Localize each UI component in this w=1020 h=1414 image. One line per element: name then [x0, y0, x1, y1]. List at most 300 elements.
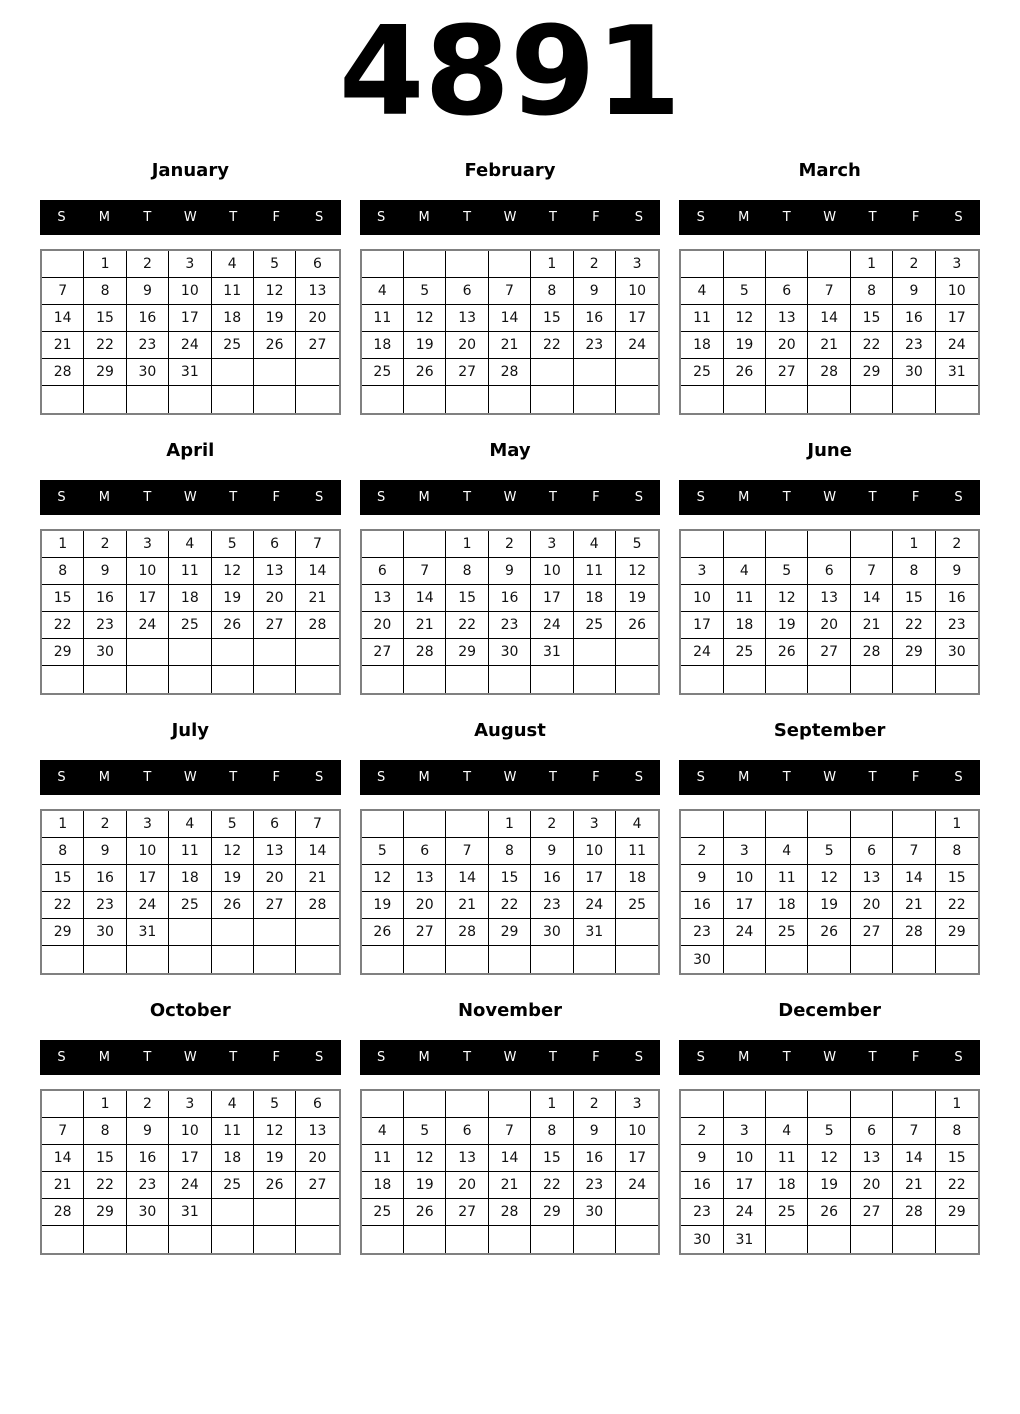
date-cell: 10 [724, 865, 766, 892]
date-cell: 30 [127, 359, 169, 386]
month-name: June [807, 440, 852, 462]
date-cell: 10 [169, 278, 211, 305]
date-cell: 14 [296, 838, 338, 865]
month-name: January [151, 160, 229, 182]
date-cell: 3 [169, 1091, 211, 1118]
date-cell: 12 [404, 305, 446, 332]
date-cell: 28 [296, 892, 338, 919]
date-cell [84, 386, 126, 413]
date-cell [616, 639, 658, 666]
weekday-label: T [143, 1050, 152, 1066]
date-cell: 19 [254, 305, 296, 332]
date-cell: 11 [362, 305, 404, 332]
date-cell: 15 [531, 1145, 573, 1172]
month-name: July [171, 720, 210, 742]
date-cell [212, 639, 254, 666]
date-cell: 19 [212, 865, 254, 892]
weekday-label: W [503, 770, 517, 786]
date-cell: 30 [84, 919, 126, 946]
weekday-label: S [57, 490, 66, 506]
date-cell: 20 [446, 1172, 488, 1199]
date-cell: 19 [808, 1172, 850, 1199]
date-cell: 20 [362, 612, 404, 639]
weekday-label: S [634, 1050, 643, 1066]
date-cell: 13 [296, 278, 338, 305]
date-cell [574, 386, 616, 413]
date-cell: 7 [489, 278, 531, 305]
date-cell: 28 [42, 359, 84, 386]
date-cell: 27 [851, 919, 893, 946]
weekday-label: F [911, 210, 920, 226]
date-cell: 16 [574, 305, 616, 332]
date-cell: 13 [446, 1145, 488, 1172]
weekday-label: S [954, 210, 963, 226]
date-cell: 19 [616, 585, 658, 612]
calendar-page [0, 2, 1020, 1255]
date-cell [169, 666, 211, 693]
weekday-label: T [548, 210, 557, 226]
weekday-label: T [548, 770, 557, 786]
date-cell: 28 [42, 1199, 84, 1226]
date-cell [724, 531, 766, 558]
date-cell: 24 [616, 1172, 658, 1199]
date-cell [808, 531, 850, 558]
date-cell: 23 [936, 612, 978, 639]
weekday-label: M [98, 770, 111, 786]
date-cell: 15 [936, 1145, 978, 1172]
date-cell: 27 [851, 1199, 893, 1226]
weekday-label: T [463, 210, 472, 226]
date-cell: 26 [766, 639, 808, 666]
weekday-label: F [592, 770, 600, 786]
date-cell: 13 [851, 865, 893, 892]
date-cell: 20 [296, 1145, 338, 1172]
date-cell: 9 [574, 278, 616, 305]
date-cell: 15 [851, 305, 893, 332]
date-cell: 26 [212, 892, 254, 919]
month-block [679, 440, 980, 695]
date-cell: 19 [724, 332, 766, 359]
weekday-label: W [183, 490, 197, 506]
date-cell: 6 [851, 1118, 893, 1145]
date-cell: 18 [362, 1172, 404, 1199]
date-cell [766, 1226, 808, 1253]
date-cell: 30 [936, 639, 978, 666]
date-cell [531, 359, 573, 386]
date-cell [574, 359, 616, 386]
date-cell [296, 1199, 338, 1226]
date-cell [851, 1226, 893, 1253]
date-cell: 8 [936, 838, 978, 865]
date-cell: 19 [404, 332, 446, 359]
weekday-label: W [823, 1050, 837, 1066]
date-cell: 25 [724, 639, 766, 666]
date-cell [212, 359, 254, 386]
date-cell [212, 1199, 254, 1226]
date-grid [679, 809, 980, 975]
date-cell: 14 [404, 585, 446, 612]
date-cell: 29 [936, 919, 978, 946]
date-cell: 20 [851, 892, 893, 919]
weekday-label: M [98, 490, 111, 506]
date-cell: 8 [84, 1118, 126, 1145]
date-cell [531, 946, 573, 973]
month-block [40, 720, 341, 975]
date-cell: 3 [616, 251, 658, 278]
date-cell: 11 [212, 1118, 254, 1145]
date-cell [681, 1091, 723, 1118]
date-cell: 14 [489, 305, 531, 332]
weekday-label: M [738, 210, 750, 226]
date-cell: 9 [574, 1118, 616, 1145]
date-cell: 8 [446, 558, 488, 585]
date-cell: 2 [681, 1118, 723, 1145]
date-cell [893, 946, 935, 973]
date-cell: 13 [404, 865, 446, 892]
date-cell: 12 [808, 865, 850, 892]
date-cell: 6 [254, 531, 296, 558]
weekday-label: F [911, 490, 920, 506]
weekday-label: M [418, 1050, 430, 1066]
date-cell: 16 [489, 585, 531, 612]
date-cell: 6 [766, 278, 808, 305]
date-cell: 5 [724, 278, 766, 305]
date-cell [362, 946, 404, 973]
date-cell [766, 811, 808, 838]
date-cell [404, 946, 446, 973]
date-cell: 1 [446, 531, 488, 558]
weekday-label: T [143, 490, 152, 506]
date-cell: 21 [42, 1172, 84, 1199]
date-cell [489, 1091, 531, 1118]
date-cell: 21 [42, 332, 84, 359]
date-cell: 15 [936, 865, 978, 892]
date-cell [851, 531, 893, 558]
weekday-label: M [98, 210, 111, 226]
weekday-label: W [823, 210, 837, 226]
date-cell: 8 [489, 838, 531, 865]
date-cell: 26 [254, 1172, 296, 1199]
weekday-header [360, 1040, 661, 1075]
date-cell: 15 [84, 305, 126, 332]
weekday-label: T [463, 1050, 472, 1066]
date-cell: 13 [766, 305, 808, 332]
weekday-label: S [954, 770, 963, 786]
date-cell: 10 [616, 1118, 658, 1145]
date-cell: 5 [212, 811, 254, 838]
date-cell [724, 666, 766, 693]
weekday-label: T [463, 770, 472, 786]
date-cell [681, 251, 723, 278]
date-cell: 14 [851, 585, 893, 612]
date-cell [616, 919, 658, 946]
date-cell: 31 [724, 1226, 766, 1253]
date-cell: 29 [893, 639, 935, 666]
date-cell: 22 [936, 892, 978, 919]
weekday-label: T [782, 490, 791, 506]
date-cell [851, 1091, 893, 1118]
date-cell: 23 [681, 1199, 723, 1226]
date-cell: 20 [766, 332, 808, 359]
date-cell [254, 386, 296, 413]
month-name: August [474, 720, 546, 742]
date-cell: 3 [169, 251, 211, 278]
date-cell: 10 [724, 1145, 766, 1172]
date-cell: 23 [489, 612, 531, 639]
date-cell: 11 [766, 1145, 808, 1172]
date-cell [362, 1226, 404, 1253]
date-cell: 30 [127, 1199, 169, 1226]
weekday-label: T [229, 770, 238, 786]
date-cell: 14 [893, 865, 935, 892]
date-cell: 13 [254, 838, 296, 865]
weekday-label: M [738, 1050, 750, 1066]
date-cell: 16 [127, 1145, 169, 1172]
date-cell: 9 [531, 838, 573, 865]
date-cell: 27 [404, 919, 446, 946]
date-cell: 23 [893, 332, 935, 359]
date-cell [851, 811, 893, 838]
date-cell [127, 946, 169, 973]
date-cell [808, 251, 850, 278]
date-cell: 27 [446, 1199, 488, 1226]
date-cell [169, 386, 211, 413]
date-cell: 12 [254, 1118, 296, 1145]
date-cell: 8 [84, 278, 126, 305]
date-cell: 29 [531, 1199, 573, 1226]
date-cell: 30 [489, 639, 531, 666]
date-cell: 6 [404, 838, 446, 865]
date-cell [254, 359, 296, 386]
date-cell: 18 [362, 332, 404, 359]
date-cell: 2 [893, 251, 935, 278]
date-cell: 13 [808, 585, 850, 612]
weekday-label: S [315, 1050, 324, 1066]
date-cell: 23 [681, 919, 723, 946]
date-cell [766, 386, 808, 413]
date-cell [724, 946, 766, 973]
month-block [679, 160, 980, 415]
date-cell: 20 [404, 892, 446, 919]
date-cell: 27 [296, 1172, 338, 1199]
date-cell: 2 [127, 1091, 169, 1118]
date-cell [574, 1226, 616, 1253]
date-cell: 15 [42, 585, 84, 612]
date-cell: 14 [446, 865, 488, 892]
date-cell: 4 [212, 1091, 254, 1118]
date-cell: 31 [169, 1199, 211, 1226]
date-cell: 10 [531, 558, 573, 585]
date-cell: 22 [84, 332, 126, 359]
date-cell: 28 [893, 1199, 935, 1226]
date-cell: 19 [362, 892, 404, 919]
date-cell: 4 [766, 1118, 808, 1145]
date-cell [446, 1091, 488, 1118]
weekday-label: W [183, 1050, 197, 1066]
date-cell [296, 639, 338, 666]
date-cell: 5 [808, 838, 850, 865]
date-cell [254, 639, 296, 666]
date-cell: 6 [851, 838, 893, 865]
date-cell [254, 919, 296, 946]
weekday-label: T [782, 210, 791, 226]
date-cell: 2 [681, 838, 723, 865]
date-cell: 22 [42, 892, 84, 919]
weekday-label: M [418, 770, 430, 786]
date-cell: 11 [616, 838, 658, 865]
date-cell: 16 [84, 865, 126, 892]
weekday-label: W [503, 210, 517, 226]
date-cell: 22 [42, 612, 84, 639]
date-cell [362, 531, 404, 558]
date-cell [254, 1199, 296, 1226]
date-cell [42, 666, 84, 693]
weekday-label: T [143, 770, 152, 786]
month-block [40, 1000, 341, 1255]
weekday-label: S [696, 210, 705, 226]
date-cell [531, 386, 573, 413]
date-cell: 12 [404, 1145, 446, 1172]
date-cell: 28 [489, 359, 531, 386]
month-block [360, 1000, 661, 1255]
date-cell: 16 [893, 305, 935, 332]
date-cell: 4 [574, 531, 616, 558]
date-cell: 3 [127, 531, 169, 558]
date-cell: 15 [84, 1145, 126, 1172]
date-grid [360, 249, 661, 415]
weekday-label: S [57, 770, 66, 786]
date-cell: 5 [616, 531, 658, 558]
date-cell: 18 [766, 892, 808, 919]
date-cell [531, 1226, 573, 1253]
date-cell: 17 [936, 305, 978, 332]
date-cell: 5 [404, 1118, 446, 1145]
date-cell: 26 [404, 359, 446, 386]
date-cell: 4 [681, 278, 723, 305]
date-cell: 28 [446, 919, 488, 946]
weekday-label: W [823, 770, 837, 786]
date-cell [169, 919, 211, 946]
weekday-label: F [272, 490, 280, 506]
date-cell: 15 [531, 305, 573, 332]
date-cell [446, 386, 488, 413]
date-cell [489, 251, 531, 278]
date-cell: 12 [212, 838, 254, 865]
date-cell [808, 811, 850, 838]
date-cell: 10 [616, 278, 658, 305]
date-cell: 13 [362, 585, 404, 612]
date-cell: 24 [574, 892, 616, 919]
date-cell [808, 946, 850, 973]
date-grid [360, 809, 661, 975]
date-cell: 17 [169, 1145, 211, 1172]
month-name: March [798, 160, 861, 182]
weekday-header [360, 760, 661, 795]
date-cell: 2 [84, 531, 126, 558]
date-cell: 16 [681, 892, 723, 919]
date-cell: 25 [574, 612, 616, 639]
date-cell: 16 [681, 1172, 723, 1199]
weekday-label: S [954, 490, 963, 506]
date-cell: 5 [404, 278, 446, 305]
date-cell: 23 [127, 332, 169, 359]
date-cell: 28 [404, 639, 446, 666]
date-cell: 17 [724, 892, 766, 919]
weekday-label: F [911, 1050, 920, 1066]
date-cell: 12 [724, 305, 766, 332]
date-cell [127, 666, 169, 693]
date-cell: 17 [616, 305, 658, 332]
date-cell: 13 [446, 305, 488, 332]
date-cell [616, 1226, 658, 1253]
date-cell: 29 [84, 359, 126, 386]
date-cell: 2 [127, 251, 169, 278]
date-cell [531, 666, 573, 693]
date-grid [40, 1089, 341, 1255]
date-cell: 26 [212, 612, 254, 639]
date-cell [893, 811, 935, 838]
date-cell [616, 1199, 658, 1226]
date-cell [489, 386, 531, 413]
weekday-label: S [634, 210, 643, 226]
date-cell [362, 1091, 404, 1118]
date-cell: 22 [531, 332, 573, 359]
date-cell: 9 [84, 838, 126, 865]
date-cell [296, 666, 338, 693]
date-cell: 23 [574, 1172, 616, 1199]
date-cell: 19 [254, 1145, 296, 1172]
date-cell [616, 666, 658, 693]
date-cell: 25 [766, 1199, 808, 1226]
weekday-label: S [634, 770, 643, 786]
date-cell: 7 [851, 558, 893, 585]
weekday-label: S [57, 1050, 66, 1066]
month-block [40, 160, 341, 415]
date-cell [766, 1091, 808, 1118]
weekday-label: W [503, 490, 517, 506]
date-cell [362, 811, 404, 838]
date-cell: 1 [531, 1091, 573, 1118]
date-cell: 29 [851, 359, 893, 386]
weekday-header [360, 480, 661, 515]
date-cell: 14 [893, 1145, 935, 1172]
date-cell: 18 [169, 585, 211, 612]
weekday-label: F [592, 210, 600, 226]
date-cell: 4 [169, 811, 211, 838]
date-cell: 11 [681, 305, 723, 332]
weekday-label: F [592, 490, 600, 506]
date-cell: 26 [724, 359, 766, 386]
date-cell: 23 [574, 332, 616, 359]
date-cell: 17 [127, 865, 169, 892]
date-cell: 7 [893, 838, 935, 865]
date-cell: 9 [127, 1118, 169, 1145]
date-cell: 6 [446, 1118, 488, 1145]
weekday-label: T [782, 1050, 791, 1066]
date-cell: 6 [362, 558, 404, 585]
date-grid [679, 529, 980, 695]
date-cell: 27 [254, 612, 296, 639]
date-cell: 25 [362, 1199, 404, 1226]
date-cell [936, 946, 978, 973]
date-cell: 21 [489, 332, 531, 359]
date-cell: 22 [84, 1172, 126, 1199]
date-cell: 3 [574, 811, 616, 838]
date-cell: 21 [446, 892, 488, 919]
date-cell: 29 [489, 919, 531, 946]
date-cell: 22 [936, 1172, 978, 1199]
date-cell: 2 [936, 531, 978, 558]
